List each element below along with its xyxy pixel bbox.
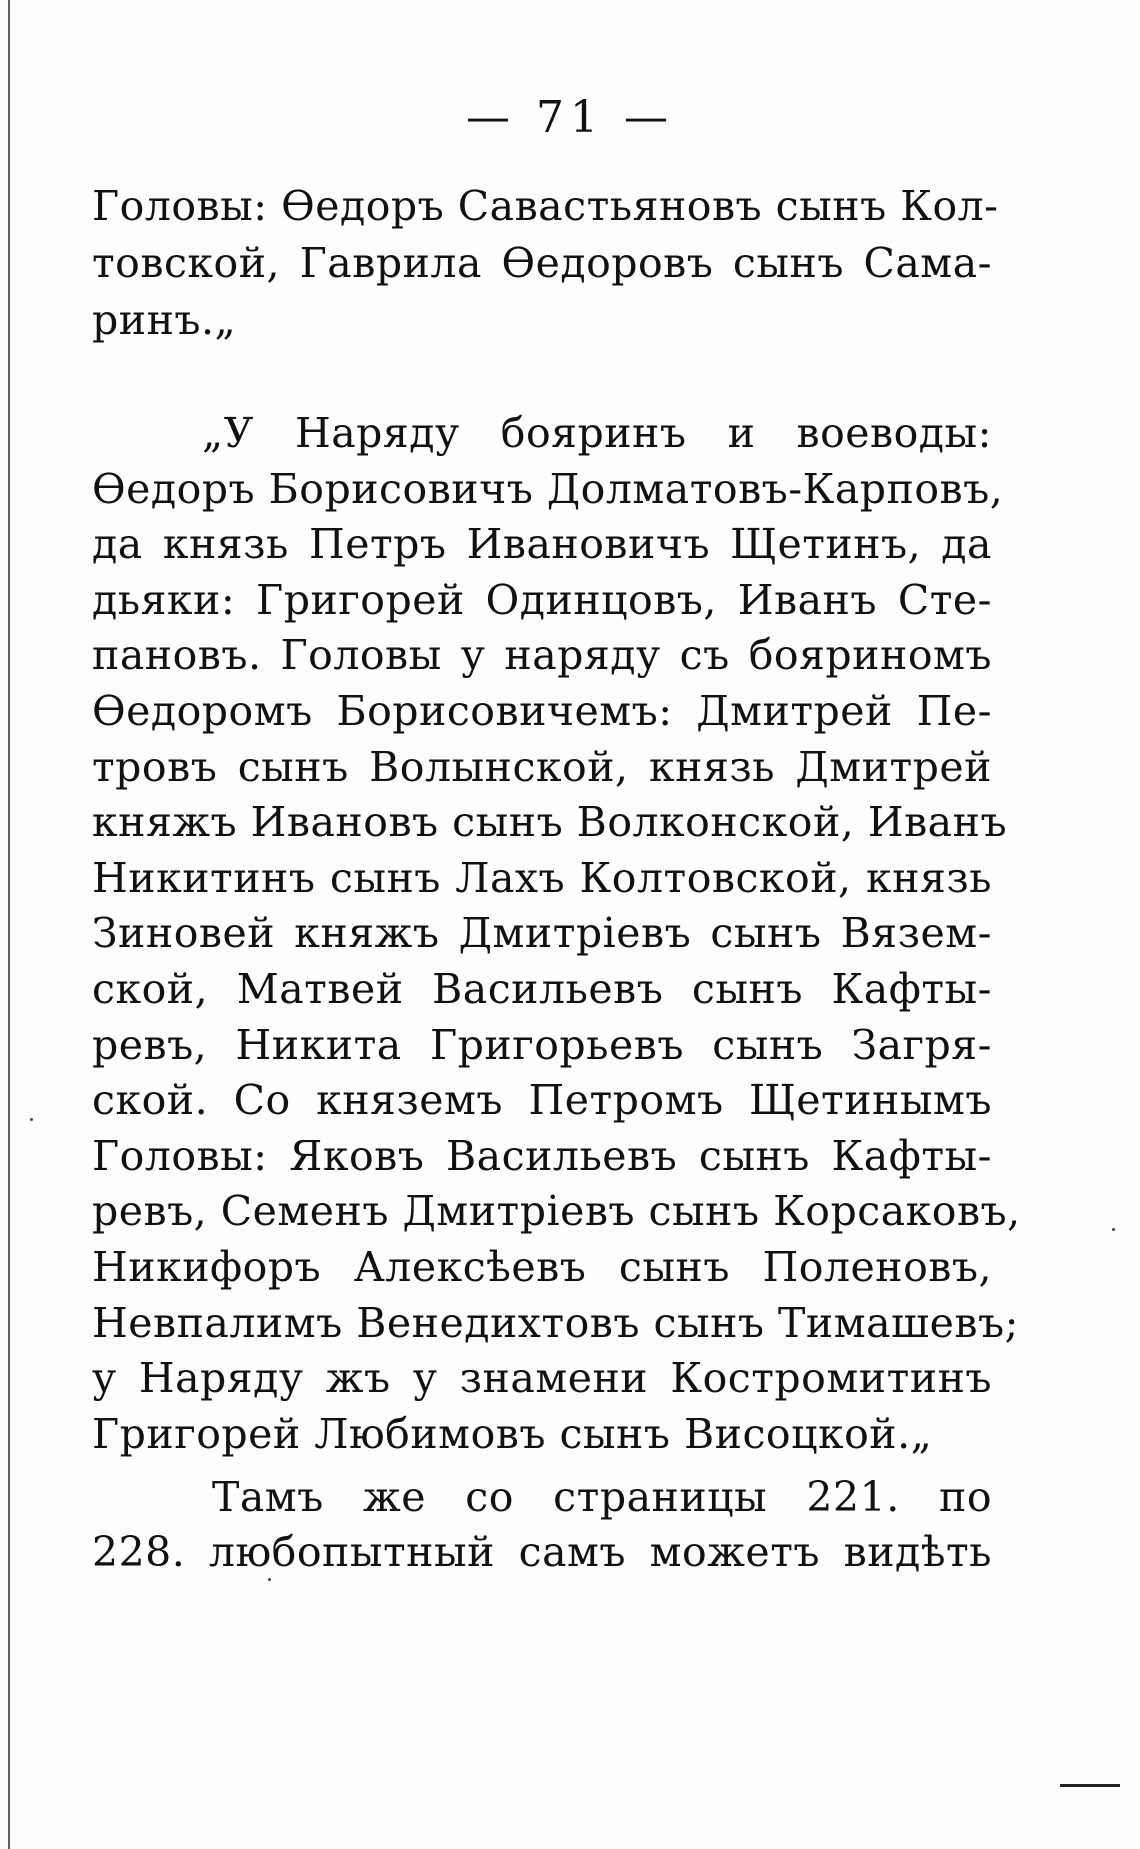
text-line: пановъ. Головы у наряду съ бояриномъ: [92, 631, 992, 680]
text-line: ринъ.„: [92, 296, 237, 344]
text-line: Невпалимъ Венедихтовъ сынъ Тимашевъ;: [92, 1298, 1019, 1347]
ink-speck: [268, 1578, 271, 1581]
text-line: Никифоръ Алексѣевъ сынъ Поленовъ,: [92, 1242, 992, 1291]
page-edge-line: [8, 0, 10, 1849]
text-line: ревъ, Никита Григорьевъ сынъ Загря-: [92, 1020, 992, 1069]
text-line: 228. любопытный самъ можетъ видѣть: [92, 1528, 992, 1576]
ink-speck: [1112, 1228, 1115, 1231]
text-line: дьяки: Григорей Одинцовъ, Иванъ Сте-: [92, 575, 992, 624]
text-line: „У Наряду бояринъ и воеводы:: [202, 409, 992, 457]
text-line: у Наряду жъ у знамени Костромитинъ: [92, 1354, 992, 1403]
edge-mark: [1060, 1784, 1120, 1787]
text-line: Никитинъ сынъ Лахъ Колтовской, князь: [92, 853, 992, 902]
text-line: Ѳедоръ Борисовичъ Долматовъ-Карповъ,: [92, 464, 1004, 513]
text-line: Григорей Любимовъ сынъ Висоцкой.„: [92, 1409, 933, 1458]
text-line: Тамъ же со страницы 221. по: [212, 1473, 992, 1521]
text-line: Головы: Ѳедоръ Савастьяновъ сынъ Кол-: [92, 182, 999, 230]
text-line: княжъ Ивановъ сынъ Волконской, Иванъ: [92, 798, 1008, 847]
text-line: ревъ, Семенъ Дмитріевъ сынъ Корсаковъ,: [92, 1187, 1021, 1236]
text-line: Головы: Яковъ Васильевъ сынъ Кафты-: [92, 1131, 992, 1180]
paragraph-1: [92, 178, 999, 349]
text-line: товской, Гаврила Ѳедоровъ сынъ Сама-: [92, 239, 992, 287]
text-line: ской, Матвей Васильевъ сынъ Кафты-: [92, 964, 992, 1013]
text-line: Ѳедоромъ Борисовичемъ: Дмитрей Пе-: [92, 686, 992, 735]
paragraph-3: [92, 1470, 992, 1580]
text-line: тровъ сынъ Волынской, князь Дмитрей: [92, 742, 992, 791]
text-line: Зиновей княжъ Дмитріевъ сынъ Вязем-: [92, 909, 992, 958]
paragraph-2: [92, 406, 1021, 1462]
text-line: ской. Со княземъ Петромъ Щетинымъ: [92, 1076, 992, 1125]
page-number: — 71 —: [466, 92, 674, 143]
text-line: да князь Петръ Ивановичъ Щетинъ, да: [92, 520, 992, 569]
ink-speck: [30, 1118, 33, 1121]
